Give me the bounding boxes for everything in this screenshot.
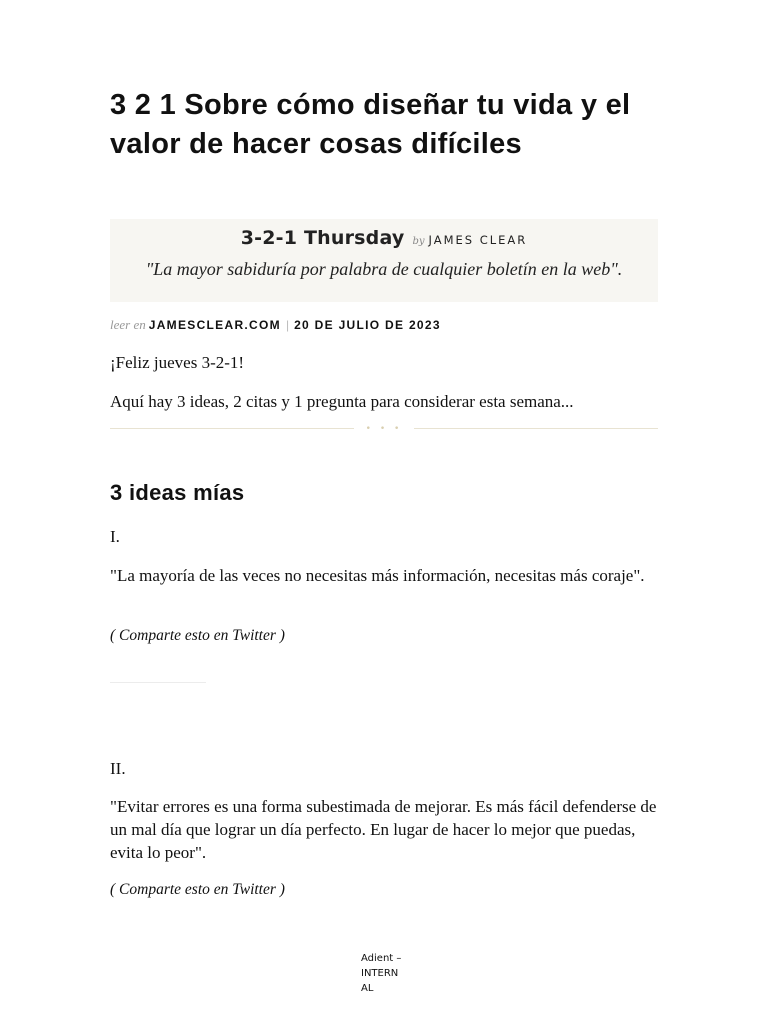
banner-author: JAMES CLEAR bbox=[428, 233, 528, 247]
banner-brand: 3-2-1 Thursday bbox=[240, 227, 405, 249]
divider-line-right bbox=[414, 428, 658, 429]
byline-site-link[interactable]: JAMESCLEAR.COM bbox=[148, 318, 281, 332]
banner-by: by bbox=[412, 236, 425, 247]
intro-lead: Aquí hay 3 ideas, 2 citas y 1 pregunta para considerar esta semana... bbox=[110, 392, 574, 411]
intro-greeting: ¡Feliz jueves 3-2-1! bbox=[110, 353, 245, 372]
section-divider bbox=[110, 424, 658, 435]
banner-header bbox=[110, 227, 658, 249]
byline bbox=[110, 316, 658, 334]
share-twitter-link[interactable]: ( Comparte esto en Twitter ) bbox=[110, 881, 285, 898]
byline-prefix: leer en bbox=[110, 317, 146, 332]
share-twitter-link[interactable]: ( Comparte esto en Twitter ) bbox=[110, 627, 285, 644]
classification-label: Adient – INTERN AL bbox=[361, 953, 402, 994]
banner-tagline: "La mayor sabiduría por palabra de cualquier boletín en la web". bbox=[145, 259, 623, 279]
divider-dots: • • • bbox=[365, 424, 403, 434]
section-heading: 3 ideas mías bbox=[110, 480, 245, 505]
byline-separator: | bbox=[285, 318, 290, 332]
divider-line-left bbox=[110, 428, 354, 429]
idea-quote: "La mayoría de las veces no necesitas más información, necesitas más coraje". bbox=[110, 566, 645, 585]
idea-quote: "Evitar errores es una forma subestimada de mejorar. Es más fácil defenderse de un mal día que lograr un día perfecto. En lugar de hacer lo mejor que puedas, evita lo peor". bbox=[110, 797, 657, 862]
idea-separator bbox=[110, 682, 206, 683]
byline-date: 20 DE JULIO DE 2023 bbox=[294, 318, 441, 332]
idea-numeral: I. bbox=[110, 527, 120, 546]
idea-numeral: II. bbox=[110, 759, 126, 778]
article-title: 3 2 1 Sobre cómo diseñar tu vida y el valor de hacer cosas difíciles bbox=[110, 89, 631, 160]
newsletter-banner bbox=[110, 219, 658, 302]
